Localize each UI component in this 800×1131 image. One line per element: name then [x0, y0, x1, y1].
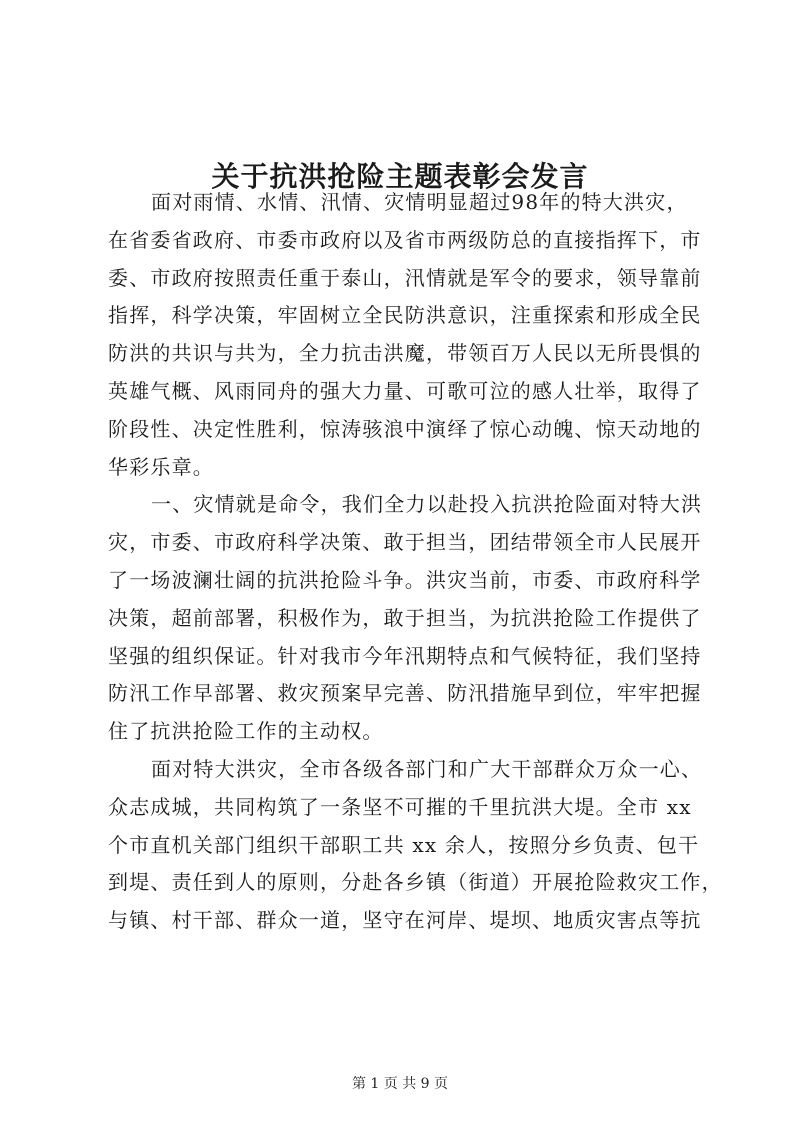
text-line: 灾，市委、市政府科学决策、敢于担当，团结带领全市人民展开 [108, 530, 702, 555]
text-line: 防汛工作早部署、救灾预案早完善、防汛措施早到位，牢牢把握 [108, 681, 702, 706]
text-line: 面对雨情、水情、汛情、灾情明显超过98年的特大洪灾， [151, 190, 688, 214]
text-line: 指挥，科学决策，牢固树立全民防洪意识，注重探索和形成全民 [108, 303, 702, 328]
text-line: 住了抗洪抢险工作的主动权。 [108, 719, 384, 744]
text-line: 英雄气概、风雨同舟的强大力量、可歌可泣的感人壮举，取得了 [108, 378, 702, 403]
text-line: 面对特大洪灾，全市各级各部门和广大干部群众万众一心、 [151, 756, 703, 781]
text-line: 华彩乐章。 [108, 454, 214, 479]
text-line: 防洪的共识与共为，全力抗击洪魔，带领百万人民以无所畏惧的 [108, 341, 702, 366]
text-line: 到堤、责任到人的原则，分赴各乡镇（街道）开展抢险救灾工作， [108, 870, 723, 895]
text-line: 委、市政府按照责任重于泰山，汛情就是军令的要求，领导靠前 [108, 265, 702, 290]
text-line: 了一场波澜壮阔的抗洪抢险斗争。洪灾当前，市委、市政府科学 [108, 567, 702, 592]
text-line: 决策，超前部署，积极作为，敢于担当，为抗洪抢险工作提供了 [108, 605, 702, 630]
text-line: 坚强的组织保证。针对我市今年汛期特点和气候特征，我们坚持 [108, 643, 702, 668]
document-body [108, 184, 723, 940]
text-line: 在省委省政府、市委市政府以及省市两级防总的直接指挥下，市 [108, 227, 702, 252]
text-line: 众志成城，共同构筑了一条坚不可摧的千里抗洪大堤。全市 xx [108, 794, 692, 819]
page-footer: 第 1 页 共 9 页 [351, 1076, 449, 1092]
paragraph-1 [108, 184, 708, 486]
paragraph-3 [108, 751, 723, 940]
document-title: 关于抗洪抢险主题表彰会发言 [211, 159, 589, 193]
paragraph-2 [108, 486, 708, 751]
text-line: 阶段性、决定性胜利，惊涛骇浪中演绎了惊心动魄、惊天动地的 [108, 416, 702, 441]
text-line: 与镇、村干部、群众一道，坚守在河岸、堤坝、地质灾害点等抗 [108, 908, 702, 933]
text-line: 一、灾情就是命令，我们全力以赴投入抗洪抢险面对特大洪 [151, 492, 703, 517]
text-line: 个市直机关部门组织干部职工共 xx 余人，按照分乡负责、包干 [108, 832, 700, 857]
